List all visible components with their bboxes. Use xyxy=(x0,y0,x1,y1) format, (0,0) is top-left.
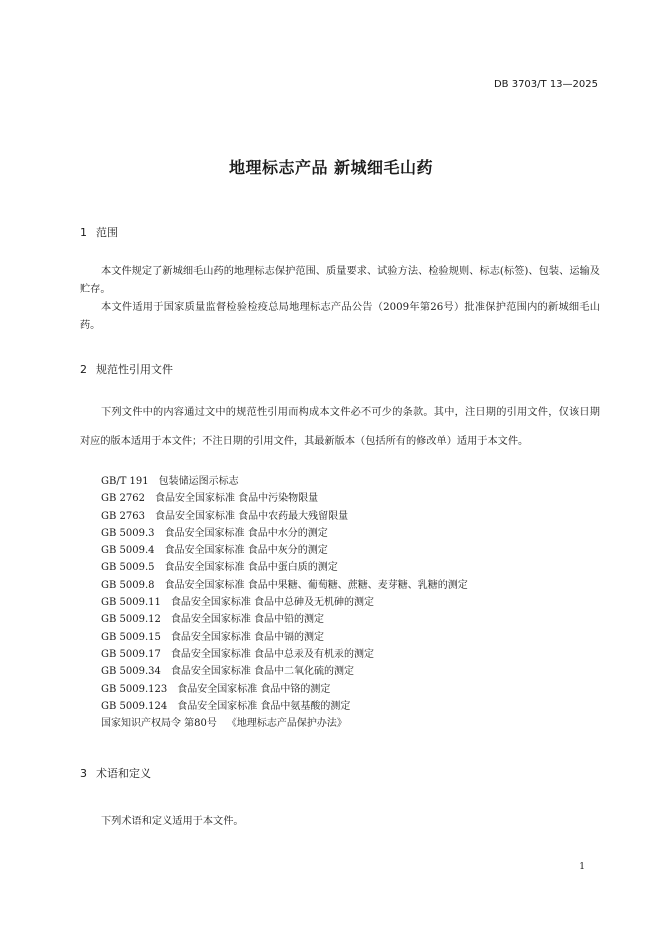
reference-title: 包装储运图示标志 xyxy=(158,476,239,487)
reference-title: 食品安全国家标准 食品中果糖、葡萄糖、蔗糖、麦芽糖、乳糖的测定 xyxy=(164,579,468,591)
reference-item xyxy=(101,577,468,594)
reference-code: GB 5009.11 xyxy=(101,597,161,609)
reference-title: 食品安全国家标准 食品中氨基酸的测定 xyxy=(177,700,351,712)
reference-title: 食品安全国家标准 食品中灰分的测定 xyxy=(164,545,328,557)
reference-code: GB 2762 xyxy=(101,493,145,505)
section-heading-terms-definitions xyxy=(80,765,151,781)
reference-code: GB 5009.8 xyxy=(101,579,155,591)
reference-item xyxy=(101,542,468,559)
reference-item xyxy=(101,594,468,611)
reference-title: 食品安全国家标准 食品中总砷及无机砷的测定 xyxy=(170,597,375,609)
reference-code: GB 2763 xyxy=(101,510,145,522)
reference-item xyxy=(101,508,468,525)
paragraph-references-intro: 下列文件中的内容通过文中的规范性引用而构成本文件必不可少的条款。其中，注日期的引用文件，仅该日期对应的版本适用于本文件；不注日期的引用文件，其最新版本（包括所有的修改单）适用于本文件。 xyxy=(80,407,600,447)
reference-code: 国家知识产权局令 第80号 xyxy=(101,718,217,730)
reference-code: GB 5009.3 xyxy=(101,527,155,539)
reference-list xyxy=(101,473,468,732)
paragraph-scope-1: 本文件规定了新城细毛山药的地理标志保护范围、质量要求、试验方法、检验规则、标志(标签)、包装、运输及贮存。 xyxy=(80,266,600,295)
reference-title: 食品安全国家标准 食品中水分的测定 xyxy=(164,527,328,539)
paragraph-terms-intro: 下列术语和定义适用于本文件。 xyxy=(101,816,244,827)
reference-title: 食品安全国家标准 食品中铬的测定 xyxy=(177,683,331,695)
reference-code: GB 5009.123 xyxy=(101,683,168,695)
reference-item xyxy=(101,698,468,715)
reference-title: 食品安全国家标准 食品中农药最大残留限量 xyxy=(154,510,349,522)
section-number: 1 xyxy=(80,226,87,239)
reference-code: GB 5009.124 xyxy=(101,700,168,712)
reference-code: GB 5009.15 xyxy=(101,631,161,643)
page-number: 1 xyxy=(579,862,585,872)
section-title: 术语和定义 xyxy=(96,767,151,780)
reference-item xyxy=(101,559,468,576)
reference-item xyxy=(101,611,468,628)
section-heading-scope xyxy=(80,224,118,240)
section-heading-normative-references xyxy=(80,361,173,377)
section-number: 2 xyxy=(80,363,87,376)
reference-item xyxy=(101,681,468,698)
document-title: 地理标志产品 新城细毛山药 xyxy=(228,158,434,177)
reference-title: 食品安全国家标准 食品中铅的测定 xyxy=(170,614,325,626)
reference-title: 食品安全国家标准 食品中镉的测定 xyxy=(170,631,325,643)
reference-item xyxy=(101,629,468,646)
reference-item xyxy=(101,525,468,542)
reference-item xyxy=(101,715,468,732)
reference-title: 食品安全国家标准 食品中二氧化硫的测定 xyxy=(170,666,355,678)
reference-item xyxy=(101,473,468,490)
section-title: 范围 xyxy=(96,226,118,239)
paragraph-scope-2: 本文件适用于国家质量监督检验检疫总局地理标志产品公告（2009年第26号）批准保护范围内的新城细毛山药。 xyxy=(80,302,600,331)
section-number: 3 xyxy=(80,767,87,780)
section-title: 规范性引用文件 xyxy=(96,363,173,376)
reference-item xyxy=(101,490,468,507)
reference-item xyxy=(101,663,468,680)
reference-title: 食品安全国家标准 食品中总汞及有机汞的测定 xyxy=(170,648,375,660)
reference-code: GB 5009.4 xyxy=(101,545,155,557)
reference-code: GB/T 191 xyxy=(101,476,149,487)
reference-code: GB 5009.34 xyxy=(101,666,161,678)
reference-code: GB 5009.17 xyxy=(101,648,161,660)
reference-code: GB 5009.12 xyxy=(101,614,161,626)
document-code: DB 3703/T 13—2025 xyxy=(493,79,598,90)
reference-code: GB 5009.5 xyxy=(101,562,155,574)
reference-title: 食品安全国家标准 食品中蛋白质的测定 xyxy=(164,562,338,574)
reference-item xyxy=(101,646,468,663)
reference-title: 食品安全国家标准 食品中污染物限量 xyxy=(154,493,319,505)
reference-title: 《地理标志产品保护办法》 xyxy=(226,718,347,730)
